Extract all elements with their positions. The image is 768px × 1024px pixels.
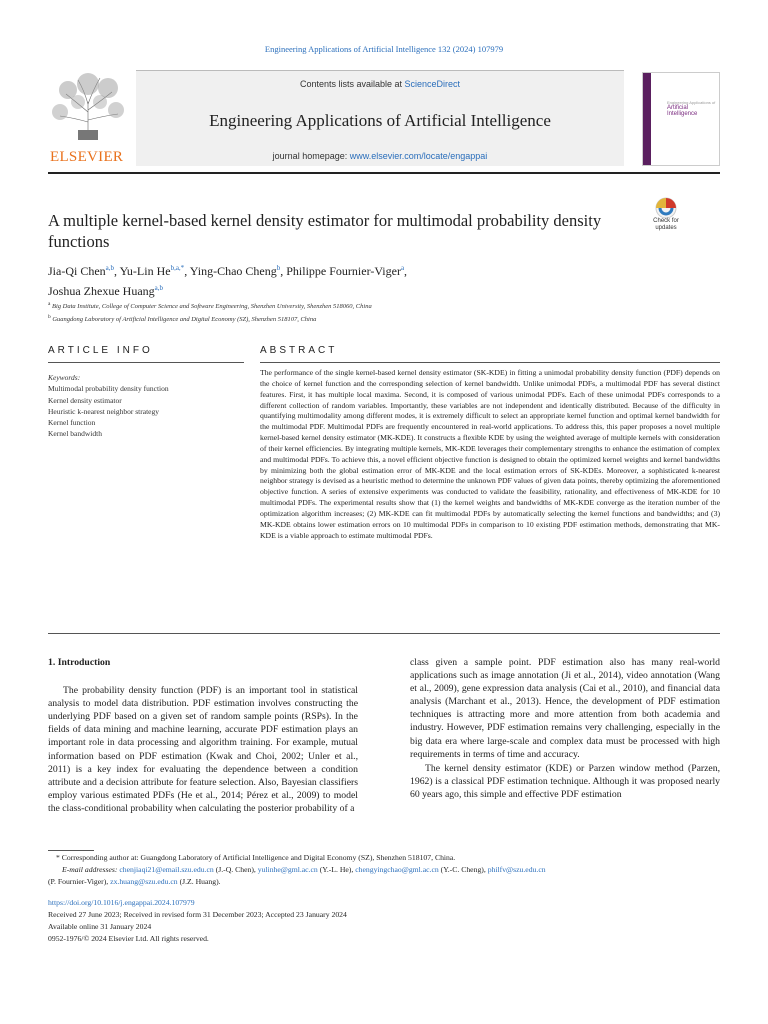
body-column-right bbox=[410, 656, 720, 802]
homepage-line: journal homepage: www.elsevier.com/locate/engappai bbox=[272, 151, 488, 161]
paragraph: The probability density function (PDF) is an important tool in statistical analysis to model data distribution. PDF estimation involves constructing the underlying PDF based on a given set of random sample points (RSPs). In the fields of data mining and machine learning, accurate PDF estimation plays an important role in data processing and algorithm training. For example, mutual information based on PDF estimation (Kwak and Choi, 2002; Unler et al., 2011) is a key index for evaluating the dependence between a condition attribute and a decision attribute for feature selection. Also, Bayesian classifiers employ various estimated PDFs (He et al., 2014; Pérez et al., 2009) to model the class-conditional probability when calculating the posterior probability of a bbox=[48, 685, 358, 814]
journal-citation[interactable]: Engineering Applications of Artificial Intelligence 132 (2024) 107979 bbox=[264, 44, 504, 54]
corresponding-author-footnote: * Corresponding author at: Guangdong Laboratory of Artificial Intelligence and Digital Economy (SZ), Shenzhen 518107, China. E-mail addresses: chenjiaqi21@email.szu.edu.cn (J.-Q. Chen), yulinhe@gml.ac.cn (Y.-L. He), chengyingchao@gml.ac.cn (Y.-C. Cheng), philfv@szu.edu.cn (P. Fournier-Viger), zx.huang@szu.edu.cn (J.Z. Huang). bbox=[48, 853, 546, 886]
author[interactable]: Yu-Lin $He^{b,a,*}$ bbox=[119, 264, 185, 278]
cover-title: Engineering Applications of Artificial Intelligence bbox=[667, 100, 716, 118]
affiliation: $^b$ Guangdong Laboratory of Artificial Intelligence and Digital Economy (SZ), Shenzhen 518107, China bbox=[48, 314, 317, 324]
elsevier-wordmark: ELSEVIER bbox=[50, 149, 124, 165]
keyword: Kernel bandwidth bbox=[48, 429, 102, 439]
journal-title: Engineering Applications of Artificial Intelligence bbox=[209, 111, 551, 130]
elsevier-tree-icon bbox=[48, 72, 128, 142]
doi-link[interactable]: https://doi.org/10.1016/j.engappai.2024.107979 bbox=[48, 898, 195, 907]
keyword: Kernel function bbox=[48, 418, 96, 428]
author[interactable]: Ying-Chao Cheng$^b$ bbox=[189, 264, 281, 278]
author[interactable]: Joshua Zhexue Huang$^{a,b}$ bbox=[48, 284, 163, 298]
sciencedirect-link[interactable]: ScienceDirect bbox=[404, 79, 461, 89]
abstract-rule bbox=[260, 362, 720, 363]
author[interactable]: Jia-Qi Chen$^{a,b}$ bbox=[48, 264, 115, 278]
check-for-updates-label: Check for updates bbox=[653, 218, 679, 231]
journal-banner bbox=[136, 70, 624, 166]
paragraph: The kernel density estimator (KDE) or Parzen window method (Parzen, 1962) is a classical PDF estimation technique. Although it was proposed nearly 60 years ago, this simple and effective PDF estimation bbox=[410, 762, 720, 800]
email-link[interactable]: yulinhe@gml.ac.cn bbox=[257, 865, 318, 874]
journal-homepage-link[interactable]: www.elsevier.com/locate/engappai bbox=[349, 151, 488, 161]
email-link[interactable]: zx.huang@szu.edu.cn bbox=[110, 877, 178, 886]
available-online: Available online 31 January 2024 bbox=[48, 922, 152, 931]
section-heading: 1. Introduction bbox=[48, 657, 111, 668]
affiliation: $^a$ Big Data Institute, College of Computer Science and Software Engineering, Shenzhen University, Shenzhen 518060, China bbox=[48, 301, 372, 311]
footnote-rule bbox=[48, 850, 94, 851]
affiliations bbox=[48, 299, 668, 325]
header-rule bbox=[48, 172, 720, 174]
email-link[interactable]: chenjiaqi21@email.szu.edu.cn bbox=[119, 865, 214, 874]
paragraph: class given a sample point. PDF estimation also has many real-world applications such as image annotation (Ji et al., 2014), video annotation (Wang et al., 2009), gene expression data analysis (Cai et al., 2010), and financial data analysis (Marchant et al., 2013). Hence, the development of PDF estimation techniques is attracting more and more attention from both academia and industry. However, PDF estimation remains very challenging, especially in the big data era where large-scale and complex data must be processed with high requirements in terms of time and accuracy. bbox=[410, 657, 720, 760]
keyword: Heuristic k-nearest neighbor strategy bbox=[48, 406, 160, 416]
elsevier-logo bbox=[48, 72, 128, 166]
copyright: 0952-1976/© 2024 Elsevier Ltd. All rights reserved. bbox=[48, 934, 209, 943]
body-column-left bbox=[48, 656, 358, 816]
abstract-end-rule bbox=[48, 633, 720, 634]
abstract-heading: ABSTRACT bbox=[260, 345, 338, 356]
contents-line: Contents lists available at ScienceDirect bbox=[299, 79, 461, 89]
keyword: Kernel density estimator bbox=[48, 395, 122, 405]
keywords-label: Keywords: bbox=[48, 373, 81, 382]
article-info-rule bbox=[48, 362, 244, 363]
email-link[interactable]: chengyingchao@gml.ac.cn bbox=[355, 865, 439, 874]
check-for-updates-badge[interactable] bbox=[648, 196, 684, 236]
journal-header bbox=[48, 70, 720, 166]
abstract-body: The performance of the single kernel-based kernel density estimator (SK-KDE) in fitting a unimodal probability density function (PDF) depends on the choice of kernel function and the corresponding selection of kernel bandwidth. Unlike unimodal PDFs, a multimodal PDF has several distinct features. First, it has multiple local maxima. Second, it is composed of various unimodal PDFs. Each of these unimodal PDFs corresponds to a different collection of random variables. Importantly, these variables are not independent and identically distributed. Because of the difficulty in quantifying multimodality among different modes, it is extremely difficult to select an appropriate kernel function and optimal kernel bandwidth for the multimodal PDF. Multimodal PDFs are frequently encountered in real-world applications. To address this, this paper proposes a novel multiple kernel-based kernel density estimator (MK-KDE). It constructs a flexible KDE by using the weighted average of multiple kernels with consideration of their kernel efficiencies. By integrating multiple kernels, MK-KDE leverages their complementary strengths to enhance the estimation of complex and multimodal PDFs. To achieve this, a novel efficient objective function is designed to obtain the optimized kernel weights and kernel bandwidths by minimizing both the global estimation error of MK-KDE and the local estimation errors of SK-KDEs. Moreover, a sophisticated k-nearest neighbor strategy is devised as a heuristic method to determine the unknown PDF values of given data points, thereby optimizing the aforementioned objective function. A series of extensive experiments was conducted to validate the feasibility, rationality, and effectiveness of MK-KDE for 10 multimodal PDFs. The experimental results show that (1) the kernel weights and bandwidths of MK-KDE converge as the iteration number of the optimization algorithm increases; (2) MK-KDE can fit multimodal PDFs by automatically selecting the kernel functions and bandwidths; and (3) MK-KDE obtains lower estimation errors on 10 multimodal PDFs in comparison to 10 existing PDF estimation methods, demonstrating that MK-KDE is a viable approach to estimate multimodal PDFs. bbox=[260, 368, 720, 540]
received-dates: Received 27 June 2023; Received in revised form 31 December 2023; Accepted 23 January 2024 bbox=[48, 910, 347, 919]
journal-cover-thumbnail[interactable] bbox=[642, 72, 720, 166]
keyword: Multimodal probability density function bbox=[48, 384, 169, 394]
article-info-heading: ARTICLE INFO bbox=[48, 345, 153, 356]
publication-metadata bbox=[48, 897, 720, 945]
email-link[interactable]: philfv@szu.edu.cn bbox=[487, 865, 546, 874]
article-title: A multiple kernel-based kernel density estimator for multimodal probability density functions bbox=[48, 211, 602, 251]
author-list: Jia-Qi Chen$^{a,b}$, Yu-Lin $He^{b,a,*}$, Ying-Chao Cheng$^b$, Philippe Fournier-Viger$^a$, Joshua Zhexue Huang$^{a,b}$ bbox=[48, 264, 408, 298]
author[interactable]: Philippe Fournier-Viger$^a$ bbox=[286, 264, 405, 278]
keywords-list bbox=[48, 372, 248, 440]
cover-strip bbox=[643, 73, 651, 165]
